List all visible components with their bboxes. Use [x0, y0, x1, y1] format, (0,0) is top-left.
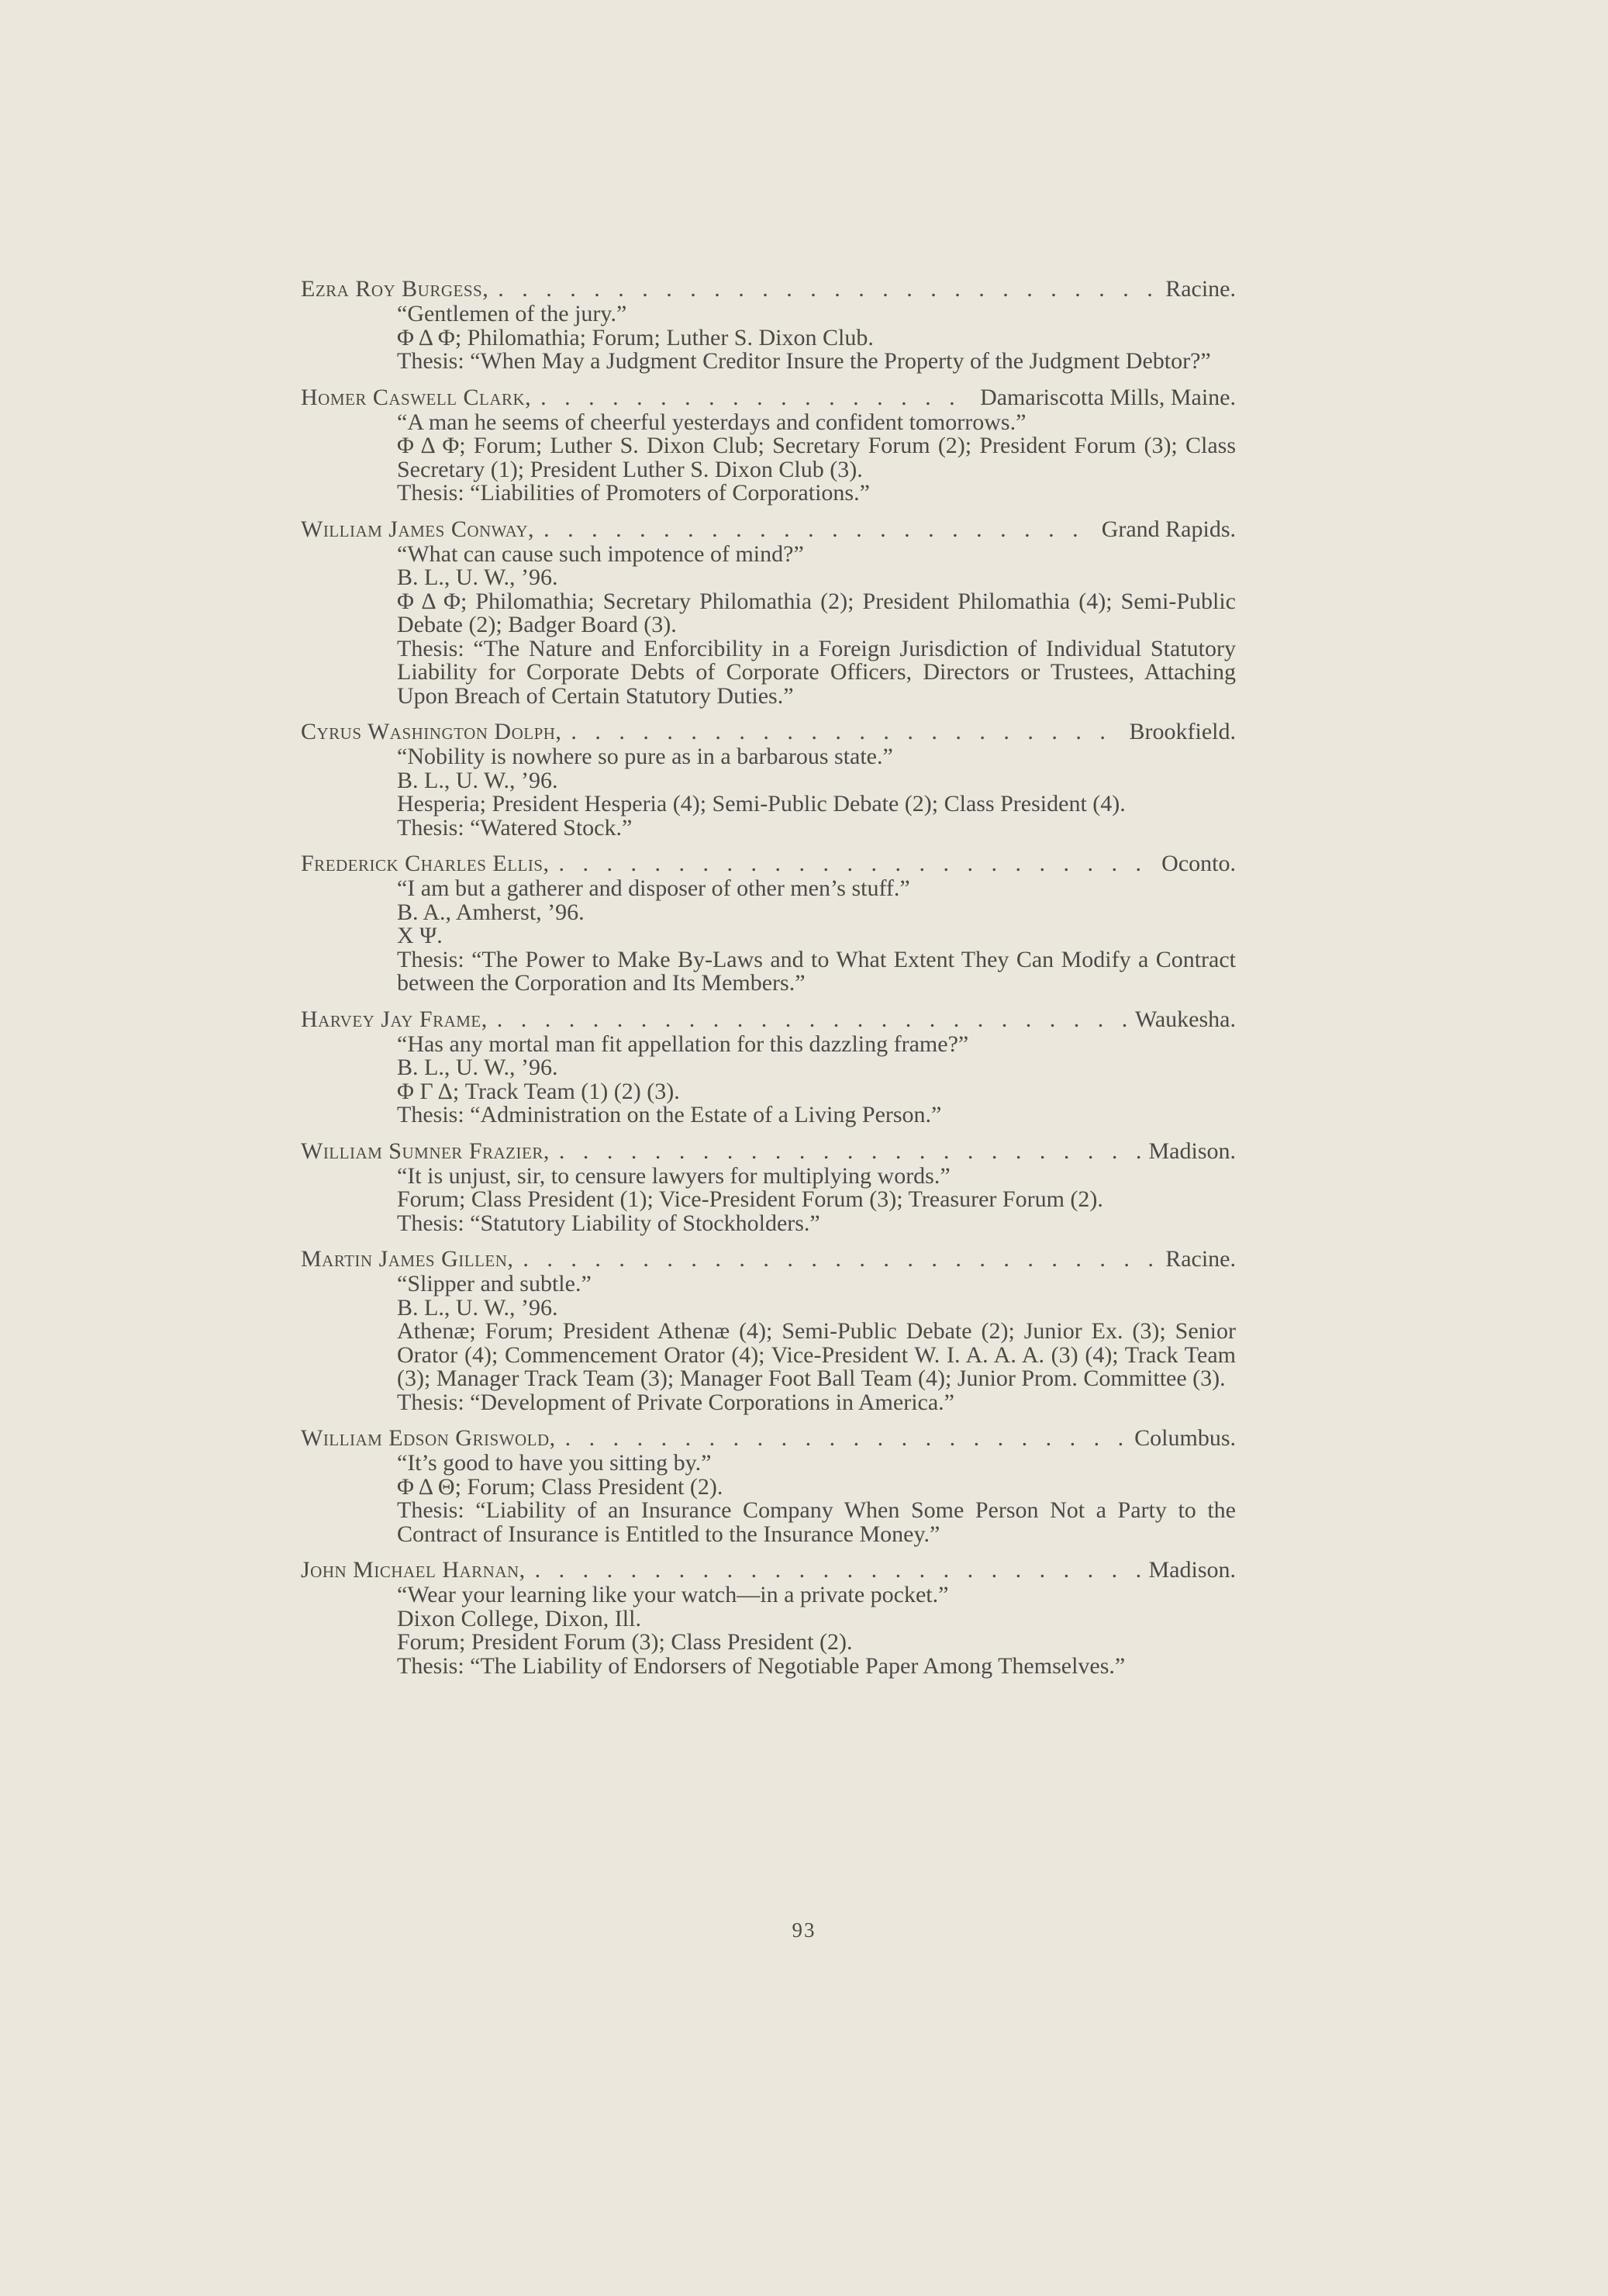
student-name: Harvey Jay Frame,	[301, 1006, 488, 1032]
degree: B. L., U. W., ’96.	[397, 1294, 558, 1321]
student-name: William James Conway,	[301, 516, 535, 542]
motto: “Has any mortal man fit appellation for this dazzling frame?”	[397, 1031, 969, 1057]
hometown: Madison.	[1148, 1557, 1236, 1583]
hometown: Columbus.	[1134, 1425, 1236, 1451]
dot-leader	[550, 1138, 1141, 1165]
entry-details	[301, 1452, 1236, 1546]
dot-leader	[513, 1246, 1158, 1272]
thesis: Thesis: “The Nature and Enforcibility in a Foreign Jurisdiction of Individual Statutory Liability for Corporate Debts of Corporate Officers, Directors or Trustees, Attaching Upon Breach of Certain Statutory Duties.”	[397, 635, 1236, 709]
affiliations: Athenæ; Forum; President Athenæ (4); Semi-Public Debate (2); Junior Ex. (3); Senior Orator (4); Commencement Orator (4); Vice-President W. I. A. A. A. (3) (4); Track Team (3); Manager Track Team (3); Manager Foot Ball Team (4); Junior Prom. Committee (3).	[397, 1318, 1236, 1391]
entry-details	[301, 1583, 1236, 1678]
hometown: Madison.	[1148, 1138, 1236, 1164]
hometown: Brookfield.	[1129, 719, 1236, 744]
student-name: Ezra Roy Burgess,	[301, 276, 489, 302]
affiliations: Forum; President Forum (3); Class President (2).	[397, 1629, 853, 1655]
thesis: Thesis: “When May a Judgment Creditor Insure the Property of the Judgment Debtor?”	[397, 348, 1211, 374]
motto: “Nobility is nowhere so pure as in a barbarous state.”	[397, 744, 893, 769]
dot-leader	[561, 719, 1121, 745]
entry-heading	[301, 1246, 1236, 1272]
motto: “What can cause such impotence of mind?”	[397, 540, 804, 567]
motto: “It’s good to have you sitting by.”	[397, 1450, 712, 1476]
entry	[301, 276, 1236, 374]
affiliations: Φ Δ Θ; Forum; Class President (2).	[397, 1473, 723, 1500]
entry	[301, 719, 1236, 840]
entry-heading	[301, 1006, 1236, 1033]
student-name: William Sumner Frazier,	[301, 1138, 550, 1164]
affiliations: Forum; Class President (1); Vice-President Forum (3); Treasurer Forum (2).	[397, 1186, 1103, 1212]
motto: “Slipper and subtle.”	[397, 1271, 592, 1296]
motto: “It is unjust, sir, to censure lawyers for multiplying words.”	[397, 1162, 951, 1189]
thesis: Thesis: “Statutory Liability of Stockholders.”	[397, 1210, 820, 1236]
student-name: William Edson Griswold,	[301, 1425, 556, 1451]
degree: B. L., U. W., ’96.	[397, 565, 558, 590]
thesis: Thesis: “Liability of an Insurance Company When Some Person Not a Party to the Contract of Insurance is Entitled to the Insurance Money.”	[397, 1497, 1236, 1547]
dot-leader	[488, 1006, 1127, 1033]
student-name: John Michael Harnan,	[301, 1557, 526, 1583]
affiliations: Φ Δ Φ; Philomathia; Forum; Luther S. Dixon Club.	[397, 324, 874, 350]
entry	[301, 516, 1236, 709]
student-entries	[301, 276, 1236, 1678]
entry	[301, 1138, 1236, 1236]
dot-leader	[488, 276, 1158, 302]
dot-leader	[556, 1425, 1127, 1452]
motto: “I am but a gatherer and disposer of other men’s stuff.”	[397, 875, 910, 901]
affiliations: Hesperia; President Hesperia (4); Semi-Public Debate (2); Class President (4).	[397, 791, 1126, 817]
affiliations: Χ Ψ.	[397, 923, 443, 948]
dot-leader	[550, 851, 1154, 877]
entry-details	[301, 1162, 1236, 1236]
dot-leader	[526, 1557, 1141, 1583]
entry-details	[301, 1033, 1236, 1127]
dot-leader	[531, 385, 972, 411]
entry-heading	[301, 516, 1236, 543]
entry-details	[301, 302, 1236, 374]
entry-details	[301, 877, 1236, 996]
entry-details	[301, 1272, 1236, 1414]
thesis: Thesis: “Watered Stock.”	[397, 814, 633, 841]
affiliations: Φ Δ Φ; Philomathia; Secretary Philomathia (2); President Philomathia (4); Semi-Public Debate (2); Badger Board (3).	[397, 588, 1236, 637]
student-name: Homer Caswell Clark,	[301, 384, 532, 410]
degree: B. L., U. W., ’96.	[397, 767, 558, 793]
hometown: Racine.	[1165, 1246, 1236, 1272]
entry-heading	[301, 1425, 1236, 1452]
entry	[301, 851, 1236, 996]
thesis: Thesis: “Development of Private Corporations in America.”	[397, 1389, 954, 1415]
entry	[301, 1557, 1236, 1678]
entry-details	[301, 745, 1236, 840]
motto: “Wear your learning like your watch—in a private pocket.”	[397, 1582, 949, 1607]
entry-heading	[301, 719, 1236, 745]
degree: Dixon College, Dixon, Ill.	[397, 1605, 641, 1631]
hometown: Damariscotta Mills, Maine.	[980, 384, 1236, 410]
motto: “Gentlemen of the jury.”	[397, 301, 627, 326]
dot-leader	[534, 516, 1094, 543]
student-name: Frederick Charles Ellis,	[301, 851, 550, 876]
entry	[301, 1425, 1236, 1546]
thesis: Thesis: “The Liability of Endorsers of Negotiable Paper Among Themselves.”	[397, 1652, 1126, 1679]
degree: B. A., Amherst, ’96.	[397, 899, 585, 925]
entry-heading	[301, 276, 1236, 302]
page-number: 93	[792, 1918, 816, 1942]
thesis: Thesis: “Administration on the Estate of a Living Person.”	[397, 1102, 942, 1127]
entry-heading	[301, 1557, 1236, 1583]
thesis: Thesis: “The Power to Make By-Laws and to What Extent They Can Modify a Contract between the Corporation and Its Members.”	[397, 946, 1236, 996]
student-name: Cyrus Washington Dolph,	[301, 719, 562, 744]
entry-details	[301, 540, 1236, 709]
thesis: Thesis: “Liabilities of Promoters of Corporations.”	[397, 480, 870, 506]
entry	[301, 1246, 1236, 1414]
hometown: Oconto.	[1161, 851, 1236, 876]
student-name: Martin James Gillen,	[301, 1246, 514, 1272]
entry-heading	[301, 385, 1236, 411]
affiliations: Φ Δ Φ; Forum; Luther S. Dixon Club; Secretary Forum (2); President Forum (3); Class Secretary (1); President Luther S. Dixon Club (3).	[397, 433, 1236, 482]
entry-heading	[301, 851, 1236, 877]
motto: “A man he seems of cheerful yesterdays and confident tomorrows.”	[397, 409, 1027, 435]
hometown: Racine.	[1165, 276, 1236, 302]
entry	[301, 1006, 1236, 1127]
entry	[301, 385, 1236, 506]
entry-details	[301, 411, 1236, 506]
affiliations: Φ Γ Δ; Track Team (1) (2) (3).	[397, 1078, 680, 1104]
degree: B. L., U. W., ’96.	[397, 1055, 558, 1080]
hometown: Grand Rapids.	[1101, 516, 1236, 542]
hometown: Waukesha.	[1134, 1006, 1236, 1032]
entry-heading	[301, 1138, 1236, 1165]
